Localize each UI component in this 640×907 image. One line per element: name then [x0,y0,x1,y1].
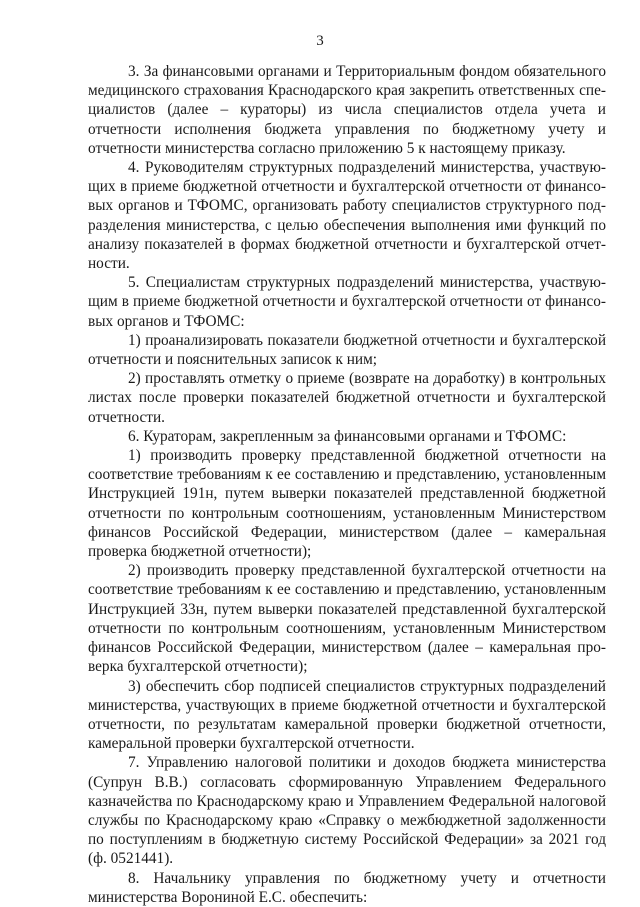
paragraph-8: 8. Начальнику управления по бюджетному учету и отчетности министерства Ворониной Е.С. обеспечить: [88,869,606,906]
paragraph-7: 7. Управлению налоговой политики и доходов бюджета министерства (Супрун В.В.) согласовать сформированную Управлением Федерального казначейства по Краснодарскому краю и Управлением Федеральной налоговой службы по Краснодарскому краю «Справку о межбюджетной задолженности по поступлениям в бюджетную систему Российской Федерации» за 2021 год (ф. 0521441). [88,754,606,868]
paragraph-5-item-2: 2) проставлять отметку о приеме (возврате на доработку) в контрольных листах после проверки показателей бюджетной отчетности и бухгалтерской отчетности. [88,370,606,426]
paragraph-4: 4. Руководителям структурных подразделений министерства, участвующих в приеме бюджетной отчетности и бухгалтерской отчетности от финансовых органов и ТФОМС, организовать работу специалистов структурного подразделения министерства, с целью обеспечения выполнения ими функций по анализу показателей в формах бюджетной отчетности и бухгалтерской отчетности. [88,159,606,273]
paragraph-3: 3. За финансовыми органами и Территориальным фондом обязательного медицинского страхования Краснодарского края закрепить ответственных специалистов (далее – кураторы) из числа специалистов отдела учета и отчетности исполнения бюджета управления по бюджетному учету и отчетности министерства согласно приложению 5 к настоящему приказу. [88,63,606,157]
paragraph-6-item-3: 3) обеспечить сбор подписей специалистов структурных подразделений министерства, участвующих в приеме бюджетной отчетности и бухгалтерской отчетности, по результатам камеральной проверки бюджетной отчетности, камеральной проверки бухгалтерской отчетности. [88,677,606,753]
paragraph-5: 5. Специалистам структурных подразделений министерства, участвующим в приеме бюджетной отчетности и бухгалтерской отчетности от финансовых органов и ТФОМС: [88,274,606,330]
paragraph-6-item-2: 2) производить проверку представленной бухгалтерской отчетности на соответствие требованиям к ее составлению и представлению, установленным Инструкцией 33н, путем выверки показателей представленной бухгалтерской отчетности по контрольным соотношениям, установленным Министерством финансов Российской Федерации, министерством (далее – камеральная проверка бухгалтерской отчетности); [88,562,606,676]
paragraph-5-item-1: 1) проанализировать показатели бюджетной отчетности и бухгалтерской отчетности и пояснительных записок к ним; [88,331,606,369]
document-body [88,62,606,907]
paragraph-6: 6. Кураторам, закрепленным за финансовыми органами и ТФОМС: [128,427,567,445]
paragraph-6-item-1: 1) производить проверку представленной бюджетной отчетности на соответствие требованиям к ее составлению и представлению, установленным Инструкцией 191н, путем выверки показателей представленной бюджетной отчетности по контрольным соотношениям, установленным Министерством финансов Российской Федерации, министерством (далее – камеральная проверка бюджетной отчетности); [88,447,606,561]
page-number: 3 [316,33,324,49]
